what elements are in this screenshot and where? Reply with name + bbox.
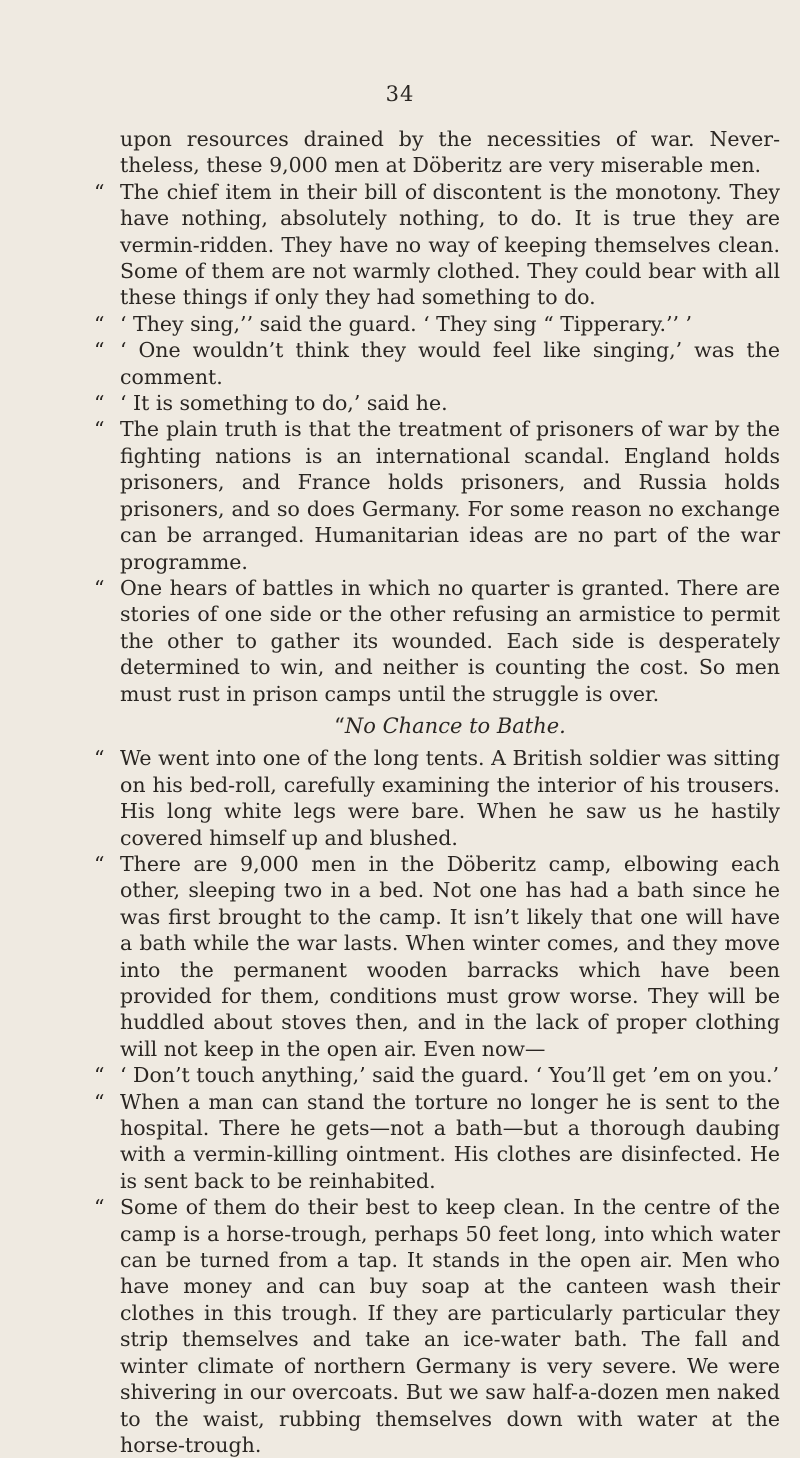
paragraph: “ There are 9,000 men in the Döberitz camp, elbowing each other, sleeping two in a bed. Not one has had a bath since he was first brought to the camp. It isn’t likely that one will have a bath while the war lasts. When winter comes, and they move into the permanent wooden barracks which have been provided for them, conditions must grow worse. They will be huddled about stoves then, and in the lack of proper clothing will not keep in the open air. Even now—: [120, 851, 780, 1062]
paragraph: “ We went into one of the long tents. A British soldier was sitting on his bed-roll, carefully examining the interior of his trousers. His long white legs were bare. When he saw us he hastily covered himself up and blushed.: [120, 745, 780, 851]
section-heading: “ No Chance to Bathe.: [120, 713, 780, 739]
paragraph: “ ‘ Don’t touch anything,’ said the guard. ‘ You’ll get ’em on you.’: [120, 1062, 780, 1088]
paragraph: “ The chief item in their bill of discontent is the monotony. They have nothing, absolutely nothing, to do. It is true they are vermin-ridden. They have no way of keeping themselves clean. Some of them are not warmly clothed. They could bear with all these things if only they had something to do.: [120, 179, 780, 311]
paragraph: “ One hears of battles in which no quarter is granted. There are stories of one side or the other refusing an armistice to permit the other to gather its wounded. Each side is desperately determined to win, and neither is counting the cost. So men must rust in prison camps until the struggle is over.: [120, 575, 780, 707]
paragraph-continuation: upon resources drained by the necessities of war. Nevertheless, these 9,000 men at Döberitz are very miserable men.: [120, 127, 780, 178]
paragraph: “ ‘ They sing,’’ said the guard. ‘ They sing “ Tipperary.’’ ’: [120, 311, 780, 337]
paragraph: “ When a man can stand the torture no longer he is sent to the hospital. There he gets—not a bath—but a thorough daubing with a vermin-killing ointment. His clothes are disinfected. He is sent back to be reinhabited.: [120, 1089, 780, 1195]
paragraph: “ The plain truth is that the treatment of prisoners of war by the fighting nations is an international scandal. England holds prisoners, and France holds prisoners, and Russia holds prisoners, and so does Germany. For some reason no exchange can be arranged. Humanitarian ideas are no part of the war programme.: [120, 416, 780, 574]
body-text: [120, 126, 780, 1458]
paragraph: “ Some of them do their best to keep clean. In the centre of the camp is a horse-trough, perhaps 50 feet long, into which water can be turned from a tap. It stands in the open air. Men who have money and can buy soap at the canteen wash their clothes in this trough. If they are particularly particular they strip themselves and take an ice-water bath. The fall and winter climate of northern Germany is very severe. We were shivering in our overcoats. But we saw half-a-dozen men naked to the waist, rubbing themselves down with water at the horse-trough.: [120, 1194, 780, 1458]
paragraph: “ ‘ It is something to do,’ said he.: [120, 390, 780, 416]
paragraph: “ ‘ One wouldn’t think they would feel like singing,’ was the comment.: [120, 337, 780, 390]
page-number: 34: [385, 82, 415, 106]
